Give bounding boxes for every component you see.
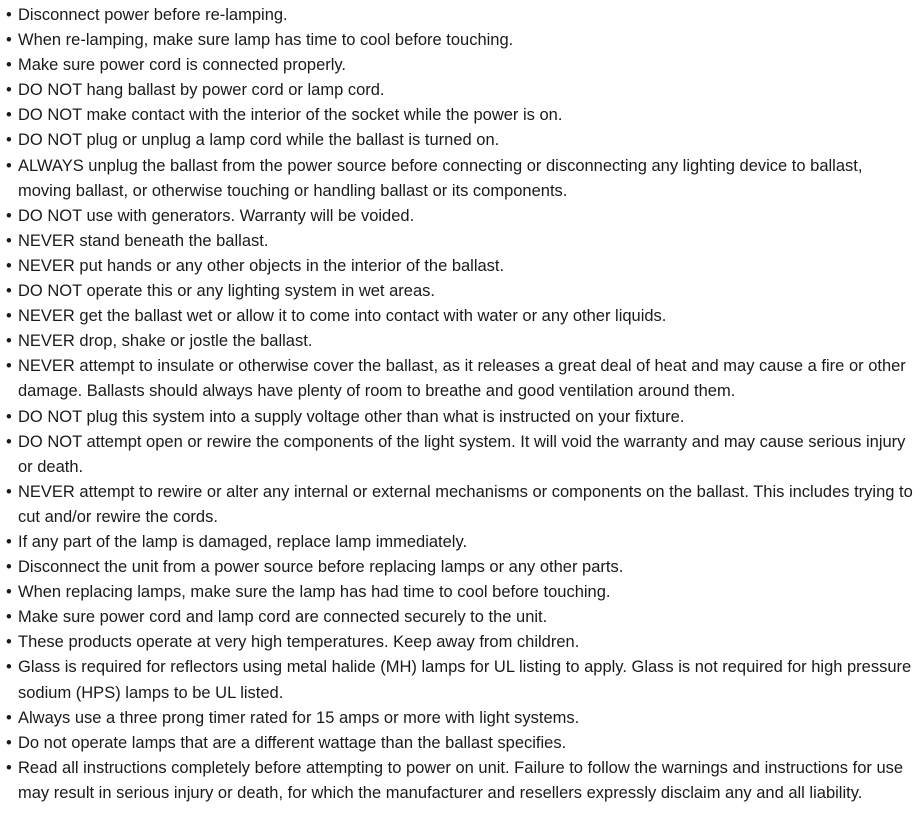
bullet-icon: • [6,758,12,777]
bullet-icon: • [6,156,12,175]
instruction-text: DO NOT make contact with the interior of the socket while the power is on. [18,106,563,125]
instruction-text: NEVER stand beneath the ballast. [18,231,269,250]
instruction-item [0,128,919,153]
instruction-text: DO NOT operate this or any lighting system in wet areas. [18,282,435,301]
instruction-item [0,204,919,229]
instruction-item [0,756,919,806]
bullet-icon: • [6,482,12,501]
instruction-item [0,154,919,204]
instruction-text: Make sure power cord is connected properly. [18,56,347,75]
instruction-item [0,103,919,128]
bullet-icon: • [6,56,12,75]
instruction-item [0,555,919,580]
instruction-text: Make sure power cord and lamp cord are connected securely to the unit. [18,608,548,627]
bullet-icon: • [6,633,12,652]
instruction-item [0,254,919,279]
instruction-text: Always use a three prong timer rated for 15 amps or more with light systems. [18,708,580,727]
instruction-text: DO NOT use with generators. Warranty will be voided. [18,206,415,225]
bullet-icon: • [6,407,12,426]
instruction-item [0,430,919,480]
bullet-icon: • [6,583,12,602]
safety-instructions-list [0,3,919,806]
instruction-item [0,630,919,655]
instruction-text: NEVER get the ballast wet or allow it to come into contact with water or any other liquids. [18,307,667,326]
bullet-icon: • [6,357,12,376]
bullet-icon: • [6,658,12,677]
instruction-text: Disconnect power before re-lamping. [18,6,288,24]
instruction-text: NEVER drop, shake or jostle the ballast. [18,332,313,351]
instruction-item [0,78,919,103]
instruction-item [0,405,919,430]
bullet-icon: • [6,206,12,225]
instruction-item [0,731,919,756]
instruction-text: Disconnect the unit from a power source before replacing lamps or any other parts. [18,558,624,577]
instruction-text: DO NOT hang ballast by power cord or lamp cord. [18,81,385,100]
bullet-icon: • [6,307,12,326]
instruction-item [0,329,919,354]
instruction-item [0,3,919,28]
instruction-text: DO NOT plug this system into a supply voltage other than what is instructed on your fixture. [18,407,685,426]
instruction-item [0,354,919,404]
bullet-icon: • [6,31,12,50]
bullet-icon: • [6,131,12,150]
bullet-icon: • [6,708,12,727]
instruction-text: When replacing lamps, make sure the lamp has had time to cool before touching. [18,583,611,602]
bullet-icon: • [6,256,12,275]
bullet-icon: • [6,608,12,627]
instruction-text: If any part of the lamp is damaged, replace lamp immediately. [18,532,468,551]
instruction-item [0,706,919,731]
instruction-text: DO NOT plug or unplug a lamp cord while the ballast is turned on. [18,131,500,150]
instruction-item [0,304,919,329]
bullet-icon: • [6,332,12,351]
instruction-text: When re-lamping, make sure lamp has time to cool before touching. [18,31,514,50]
instruction-text: ALWAYS unplug the ballast from the power source before connecting or disconnecting any lighting device to ballast, moving ballast, or otherwise touching or handling ballast or its components. [18,156,863,200]
bullet-icon: • [6,81,12,100]
instruction-item [0,605,919,630]
bullet-icon: • [6,733,12,752]
bullet-icon: • [6,282,12,301]
bullet-icon: • [6,432,12,451]
bullet-icon: • [6,6,12,24]
instruction-item [0,53,919,78]
bullet-icon: • [6,231,12,250]
instruction-item [0,580,919,605]
instruction-item [0,279,919,304]
bullet-icon: • [6,558,12,577]
instruction-text: NEVER put hands or any other objects in the interior of the ballast. [18,256,505,275]
instruction-text: NEVER attempt to insulate or otherwise cover the ballast, as it releases a great deal of heat and may cause a fire or other damage. Ballasts should always have plenty of room to breathe and good ventilation around them. [18,357,906,401]
instruction-text: Do not operate lamps that are a different wattage than the ballast specifies. [18,733,567,752]
instruction-text: Read all instructions completely before attempting to power on unit. Failure to follow the warnings and instructions for use may result in serious injury or death, for which the manufacturer and resellers expressly disclaim any and all liability. [18,758,904,802]
instruction-text: NEVER attempt to rewire or alter any internal or external mechanisms or components on the ballast. This includes trying to cut and/or rewire the cords. [18,482,913,526]
instruction-item [0,530,919,555]
instruction-item [0,28,919,53]
instruction-item [0,229,919,254]
instruction-text: These products operate at very high temperatures. Keep away from children. [18,633,580,652]
instruction-text: DO NOT attempt open or rewire the components of the light system. It will void the warranty and may cause serious injury or death. [18,432,906,476]
bullet-icon: • [6,532,12,551]
instruction-item [0,480,919,530]
instruction-text: Glass is required for reflectors using metal halide (MH) lamps for UL listing to apply. Glass is not required for high pressure sodium (HPS) lamps to be UL listed. [18,658,912,702]
instruction-item [0,655,919,705]
bullet-icon: • [6,106,12,125]
